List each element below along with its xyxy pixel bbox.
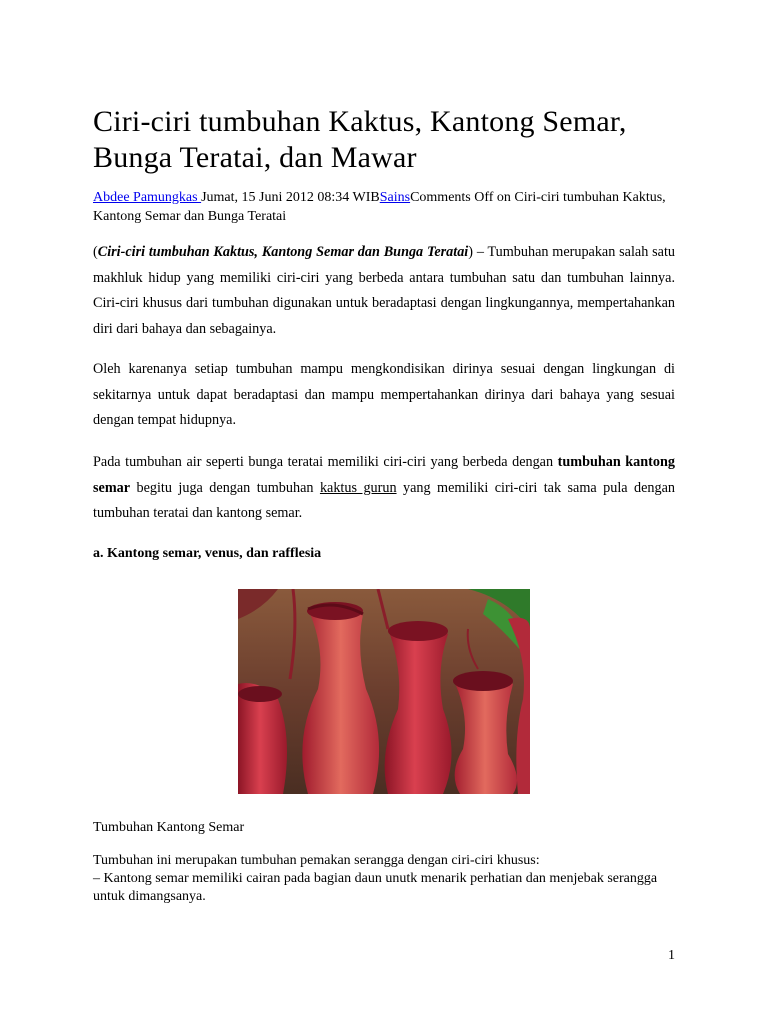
section-heading-a: a. Kantong semar, venus, dan rafflesia (93, 546, 322, 561)
article-date: Jumat, 15 Juni 2012 08:34 WIB (201, 190, 380, 205)
paragraph-adaptation: Oleh karenanya setiap tumbuhan mampu mengkondisikan dirinya sesuai dengan lingkungan di sekitarnya untuk dapat beradaptasi dan mampu mempertahankan dirinya dari bahaya yang sesuai dengan tempat hidupnya. (93, 361, 675, 428)
article-meta (93, 188, 683, 226)
comments-status: Comments Off on Ciri-ciri tumbuhan Kaktus, Kantong Semar dan Bunga Teratai (93, 190, 666, 224)
paragraph-comparison (93, 450, 675, 527)
kaktus-gurun-link[interactable]: kaktus gurun (319, 479, 397, 496)
section-a-line-2: – Kantong semar memiliki cairan pada bagian daun unutk menarik perhatian dan menjebak serangga untuk dimangsanya. (93, 871, 658, 904)
section-a-body (93, 852, 683, 906)
intro-text: ) – Tumbuhan merupakan salah satu makhluk hidup yang memiliki ciri-ciri yang berbeda antara tumbuhan satu dan tumbuhan lainnya. Ciri-ciri khusus dari tumbuhan digunakan untuk beradaptasi dengan lingkungannya, mempertahankan diri dari bahaya dan sebagainya. (93, 244, 676, 337)
comparison-text-a: Pada tumbuhan air seperti bunga teratai memiliki ciri-ciri yang berbeda dengan (93, 454, 558, 470)
intro-emphasis: Ciri-ciri tumbuhan Kaktus, Kantong Semar dan Bunga Teratai (97, 244, 469, 260)
section-a-line-1: Tumbuhan ini merupakan tumbuhan pemakan serangga dengan ciri-ciri khusus: (93, 853, 540, 868)
photo-caption: Tumbuhan Kantong Semar (93, 820, 245, 835)
paragraph-intro (93, 240, 675, 342)
category-link[interactable]: Sains (379, 190, 411, 205)
author-link[interactable]: Abdee Pamungkas (93, 190, 202, 205)
page-number: 1 (668, 948, 675, 963)
comparison-bold: tumbuhan kantong semar (93, 454, 675, 496)
article-title: Ciri-ciri tumbuhan Kaktus, Kantong Semar, Bunga Teratai, dan Mawar (93, 105, 627, 174)
open-paren: ( (93, 244, 98, 260)
kantong-semar-photo (238, 589, 530, 794)
comparison-text-b: begitu juga dengan tumbuhan (130, 479, 320, 496)
comparison-text-c: yang memiliki ciri-ciri tak sama pula dengan tumbuhan teratai dan kantong semar. (93, 479, 675, 521)
